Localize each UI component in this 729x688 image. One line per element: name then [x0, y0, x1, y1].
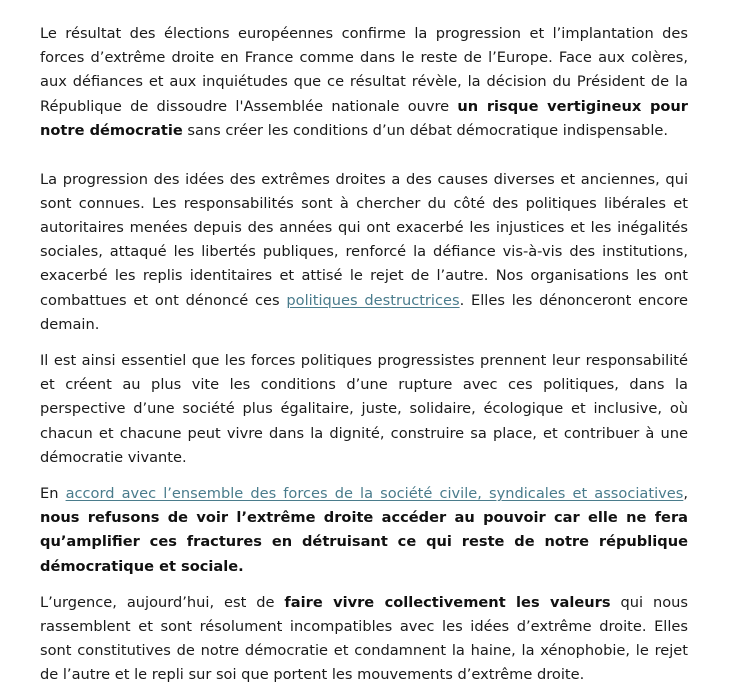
paragraph-3-text: Il est ainsi essentiel que les forces politiques progressistes prennent leur responsabilité et créent au plus vite les conditions d’une rupture avec ces politiques, dans la perspective d’une société plus égalitaire, juste, solidaire, écologique et inclusive, où chacun et chacune peut vivre dans la dignité, construire sa place, et contribuer à une démocratie vivante.: [40, 351, 688, 466]
paragraph-4-text-b: ,: [683, 484, 688, 502]
paragraph-3: [40, 349, 688, 470]
paragraph-4: [40, 482, 688, 579]
link-politiques-destructrices[interactable]: politiques destructrices: [286, 291, 460, 309]
paragraph-5-text-a: L’urgence, aujourd’hui, est de: [40, 593, 285, 611]
paragraph-4-text-a: En: [40, 484, 66, 502]
paragraph-1: [40, 22, 688, 143]
paragraph-2-text-b: . Elles les dénonceront encore demain.: [40, 291, 688, 333]
paragraph-1-text-b: sans créer les conditions d’un débat démocratique indispensable.: [182, 121, 668, 139]
paragraph-1-text-a: Le résultat des élections européennes confirme la progression et l’implantation des forces d’extrême droite en France comme dans le reste de l’Europe. Face aux colères, aux défiances et aux inquiétudes que ce résultat révèle, la décision du Président de la République de dissoudre l'Assemblée nationale ouvre: [40, 25, 688, 115]
paragraph-5-bold: faire vivre collectivement les valeurs: [284, 593, 611, 611]
paragraph-5: [40, 591, 688, 688]
paragraph-1-bold: un risque vertigineux pour notre démocratie: [40, 97, 688, 139]
paragraph-4-bold: nous refusons de voir l’extrême droite accéder au pouvoir car elle ne fera qu’amplifier ces fractures en détruisant ce qui reste de notre république démocratique et sociale.: [40, 509, 688, 575]
paragraph-5-text-b: qui nous rassemblent et sont résolument incompatibles avec les idées d’extrême droite. Elles sont constitutives de notre démocratie et condamnent la haine, la xénophobie, le rejet de l’autre et le repli sur soi que portent les mouvements d’extrême droite.: [40, 593, 688, 684]
document-body: [40, 22, 688, 688]
paragraph-2: [40, 168, 688, 337]
link-accord-societe-civile[interactable]: accord avec l’ensemble des forces de la société civile, syndicales et associatives: [65, 484, 684, 502]
paragraph-2-text-a: La progression des idées des extrêmes droites a des causes diverses et anciennes, qui sont connues. Les responsabilités sont à chercher du côté des politiques libérales et autoritaires menées depuis des années qui ont exacerbé les injustices et les inégalités sociales, attaqué les libertés publiques, renforcé la défiance vis-à-vis des institutions, exacerbé les replis identitaires et attisé le rejet de l’autre. Nos organisations les ont combattues et ont dénoncé ces: [40, 170, 688, 309]
